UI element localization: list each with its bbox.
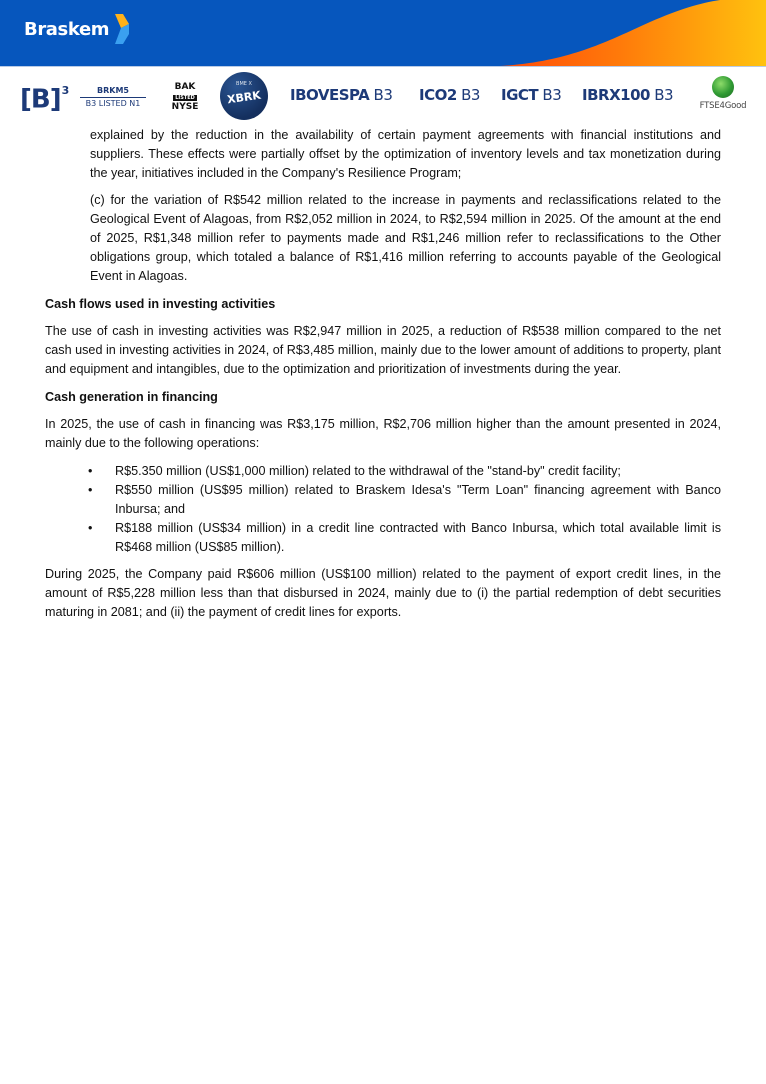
- globe-icon: [712, 76, 734, 98]
- financing-heading: Cash generation in financing: [45, 390, 218, 404]
- b3-mark: [B]: [20, 84, 61, 115]
- braskem-logo: [24, 14, 129, 44]
- brand-name: Braskem: [24, 18, 110, 40]
- ibrx100-b3-logo: [582, 86, 673, 104]
- operation-text: R$550 million (US$95 million) related to Braskem Idesa's "Term Loan" financing agreement with Banco Inbursa; and: [115, 483, 721, 516]
- item-c-paragraph: (c) for the variation of R$542 million related to the increase in payments and reclassifications related to the Geological Event of Alagoas, from R$2,052 million in 2024, to R$2,594 million in 2025. Of the amount at the end of 2025, R$1,348 million refer to payments made and R$1,246 million refer to reclassifications to the Other obligations group, which totaled a balance of R$1,416 million referring to accounts payable of the Geological Event in Alagoas.: [90, 193, 721, 283]
- index-suffix: B3: [654, 86, 674, 104]
- list-item: [90, 462, 721, 481]
- braskem-mark-icon: [113, 14, 129, 44]
- operation-text: R$5.350 million (US$1,000 million) related to the withdrawal of the "stand-by" credit facility;: [115, 464, 621, 478]
- bak-ticker: BAK: [174, 82, 196, 92]
- bullet-icon: •: [88, 521, 93, 535]
- index-suffix: B3: [542, 86, 562, 104]
- bullet-icon: •: [88, 483, 93, 497]
- operation-text: R$188 million (US$34 million) in a credit line contracted with Banco Inbursa, which total available limit is R$468 million (US$85 million).: [115, 521, 721, 554]
- ftse4good-label: FTSE4Good: [699, 101, 747, 111]
- list-item: [90, 481, 721, 519]
- bak-exchange: NYSE: [171, 102, 199, 112]
- igct-b3-logo: [501, 86, 561, 104]
- b3-logo: [20, 80, 68, 115]
- bak-listed: LISTED: [175, 95, 195, 101]
- xbrk-ticker: XBRK: [226, 88, 262, 107]
- financing-intro: In 2025, the use of cash in financing was R$3,175 million, R$2,706 million higher than the amount presented in 2024, mainly due to the following operations:: [45, 417, 721, 450]
- banner-divider: [0, 66, 766, 67]
- index-name: ICO2: [419, 86, 457, 104]
- ftse4good-logo: [690, 76, 756, 111]
- xbrk-top: BME X: [236, 81, 252, 87]
- investing-heading: Cash flows used in investing activities: [45, 297, 276, 311]
- financing-operations-list: [45, 462, 721, 557]
- document-body: [45, 126, 721, 622]
- brkm5-ticker: BRKM5: [80, 86, 146, 98]
- bullet-icon: •: [88, 464, 93, 478]
- continuation-paragraph: explained by the reduction in the availability of certain payment agreements with financial institutions and suppliers. These effects were partially offset by the optimization of inventory levels and tax monetization during the year, initiatives included in the Company's Resilience Program;: [90, 128, 721, 180]
- financing-closing-paragraph: During 2025, the Company paid R$606 million (US$100 million) related to the payment of export credit lines, in the amount of R$5,228 million less than that disbursed in 2024, mainly due to (i) the partial redemption of debt securities maturing in 2081; and (ii) the payment of credit lines for exports.: [45, 567, 721, 619]
- b3-superscript: 3: [61, 84, 69, 97]
- investing-paragraph: The use of cash in investing activities was R$2,947 million in 2025, a reduction of R$538 million compared to the net cash used in investing activities in 2024, of R$3,485 million, mainly due to the lower amount of additions to property, plant and equipment and intangibles, due to the optimization and prioritization of investments during the year.: [45, 324, 721, 376]
- header-banner: [0, 0, 766, 66]
- index-name: IGCT: [501, 86, 539, 104]
- index-suffix: B3: [373, 86, 393, 104]
- list-item: [90, 519, 721, 557]
- listing-logos-strip: [0, 70, 766, 124]
- latibex-xbrk-logo: [220, 72, 268, 120]
- nyse-bak-logo: [170, 82, 200, 112]
- index-name: IBOVESPA: [290, 86, 370, 104]
- ibovespa-b3-logo: [290, 86, 392, 104]
- brkm5-listing-logo: [80, 86, 146, 109]
- brkm5-listing: B3 LISTED N1: [85, 99, 141, 108]
- index-name: IBRX100: [582, 86, 650, 104]
- ico2-b3-logo: [419, 86, 480, 104]
- index-suffix: B3: [461, 86, 480, 104]
